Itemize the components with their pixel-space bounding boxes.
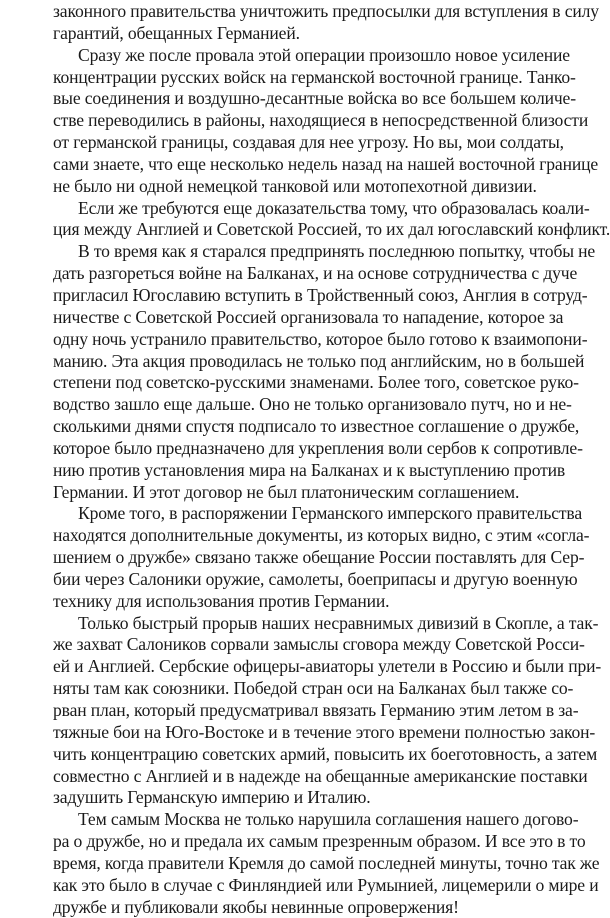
text-line: Тем самым Москва не только нарушила соглашения нашего догово- bbox=[78, 809, 579, 830]
paragraph bbox=[53, 44, 599, 198]
document-page bbox=[53, 1, 610, 918]
text-line: рван план, который предусматривал ввязать Германию этим летом в за- bbox=[53, 700, 579, 720]
paragraph bbox=[53, 503, 590, 612]
text-line: ция между Англией и Советской Россией, то их дал югославский конфликт. bbox=[53, 219, 610, 240]
text-line: совместно с Англией и в надежде на обещанные американские поставки bbox=[53, 765, 588, 786]
text-line: манию. Эта акция проводилась не только под английским, но в большей bbox=[53, 350, 585, 371]
text-line: ей и Англией. Сербские офицеры-авиаторы улетели в Россию и были при- bbox=[53, 656, 602, 677]
text-line: дружбе и публиковали якобы невинные опровержения! bbox=[53, 896, 459, 917]
text-line: от германской границы, создавая для нее угрозу. Но вы, мои солдаты, bbox=[53, 132, 564, 153]
text-line: нию против установления мира на Балканах и к выступлению против bbox=[53, 459, 566, 480]
text-line: ничестве с Советской Россией организовала то нападение, которое за bbox=[53, 306, 564, 327]
text-line: Сразу же после провала этой операции произошло новое усиление bbox=[78, 44, 570, 65]
paragraph bbox=[53, 612, 602, 810]
text-line: дать разгореться войне на Балканах, и на основе сотрудничества с дуче bbox=[53, 263, 578, 284]
text-line: чить концентрацию советских армий, повысить их боеготовность, а затем bbox=[53, 743, 598, 764]
text-line: концентрации русских войск на германской восточной границе. Танко- bbox=[53, 66, 576, 87]
text-line: няты там как союзники. Победой стран оси на Балканах был также со- bbox=[53, 678, 574, 699]
text-line: стве переводились в районы, находящиеся в непосредственной близости bbox=[53, 110, 589, 131]
text-line: Только быстрый прорыв наших несравнимых дивизий в Скопле, а так- bbox=[78, 612, 599, 633]
text-line: гарантий, обещанных Германией. bbox=[53, 22, 300, 43]
text-line: тяжные бои на Юго-Востоке и в течение этого времени полностью закон- bbox=[53, 721, 596, 742]
text-line: степени под советско-русскими знаменами. Более того, советское руко- bbox=[53, 372, 579, 393]
text-line: бии через Салоники оружие, самолеты, боеприпасы и другую военную bbox=[53, 568, 578, 589]
text-line: законного правительства уничтожить предпосылки для вступления в силу bbox=[53, 1, 599, 21]
text-line: одну ночь устранило правительство, которое было готово к взаимопони- bbox=[53, 328, 588, 349]
text-line: вые соединения и воздушно-десантные войска во все большем количе- bbox=[53, 88, 576, 109]
text-line: сколькими днями спустя подписало то известное соглашение о дружбе, bbox=[53, 416, 580, 437]
text-line: Кроме того, в распоряжении Германского имперского правительства bbox=[78, 503, 582, 524]
text-line: время, когда правители Кремля до самой последней минуты, точно так же bbox=[53, 852, 600, 873]
text-line: ра о дружбе, но и предала их самым презренным образом. И все это в то bbox=[53, 831, 586, 852]
text-line: как это было в случае с Финляндией или Румынией, лицемерили о мире и bbox=[53, 874, 599, 895]
text-line: водство зашло еще дальше. Оно не только организовало путч, но и не- bbox=[53, 394, 572, 415]
text-line: В то время как я старался предпринять последнюю попытку, чтобы не bbox=[78, 241, 596, 262]
text-line: технику для использования против Германии. bbox=[53, 590, 390, 611]
text-line: Если же требуются еще доказательства тому, что образовалась коали- bbox=[78, 197, 590, 218]
text-line: же захват Салоников сорвали замыслы сговора между Советской Росси- bbox=[53, 634, 585, 655]
paragraph bbox=[53, 809, 600, 918]
paragraph bbox=[53, 1, 599, 45]
text-line: которое было предназначено для укрепления воли сербов к сопротивле- bbox=[53, 437, 583, 458]
text-line: шением о дружбе» связано также обещание России поставлять для Сер- bbox=[53, 547, 585, 568]
text-line: находятся дополнительные документы, из которых видно, с этим «согла- bbox=[53, 525, 590, 546]
text-line: Германии. И этот договор не был платоническим соглашением. bbox=[53, 481, 520, 502]
paragraph bbox=[53, 197, 610, 242]
text-line: задушить Германскую империю и Италию. bbox=[53, 787, 371, 808]
text-line: сами знаете, что еще несколько недель назад на нашей восточной границе bbox=[53, 153, 599, 174]
text-line: не было ни одной немецкой танковой или мотопехотной дивизии. bbox=[53, 175, 537, 196]
paragraph bbox=[53, 241, 596, 503]
text-line: пригласил Югославию вступить в Тройственный союз, Англия в сотруд- bbox=[53, 284, 588, 305]
